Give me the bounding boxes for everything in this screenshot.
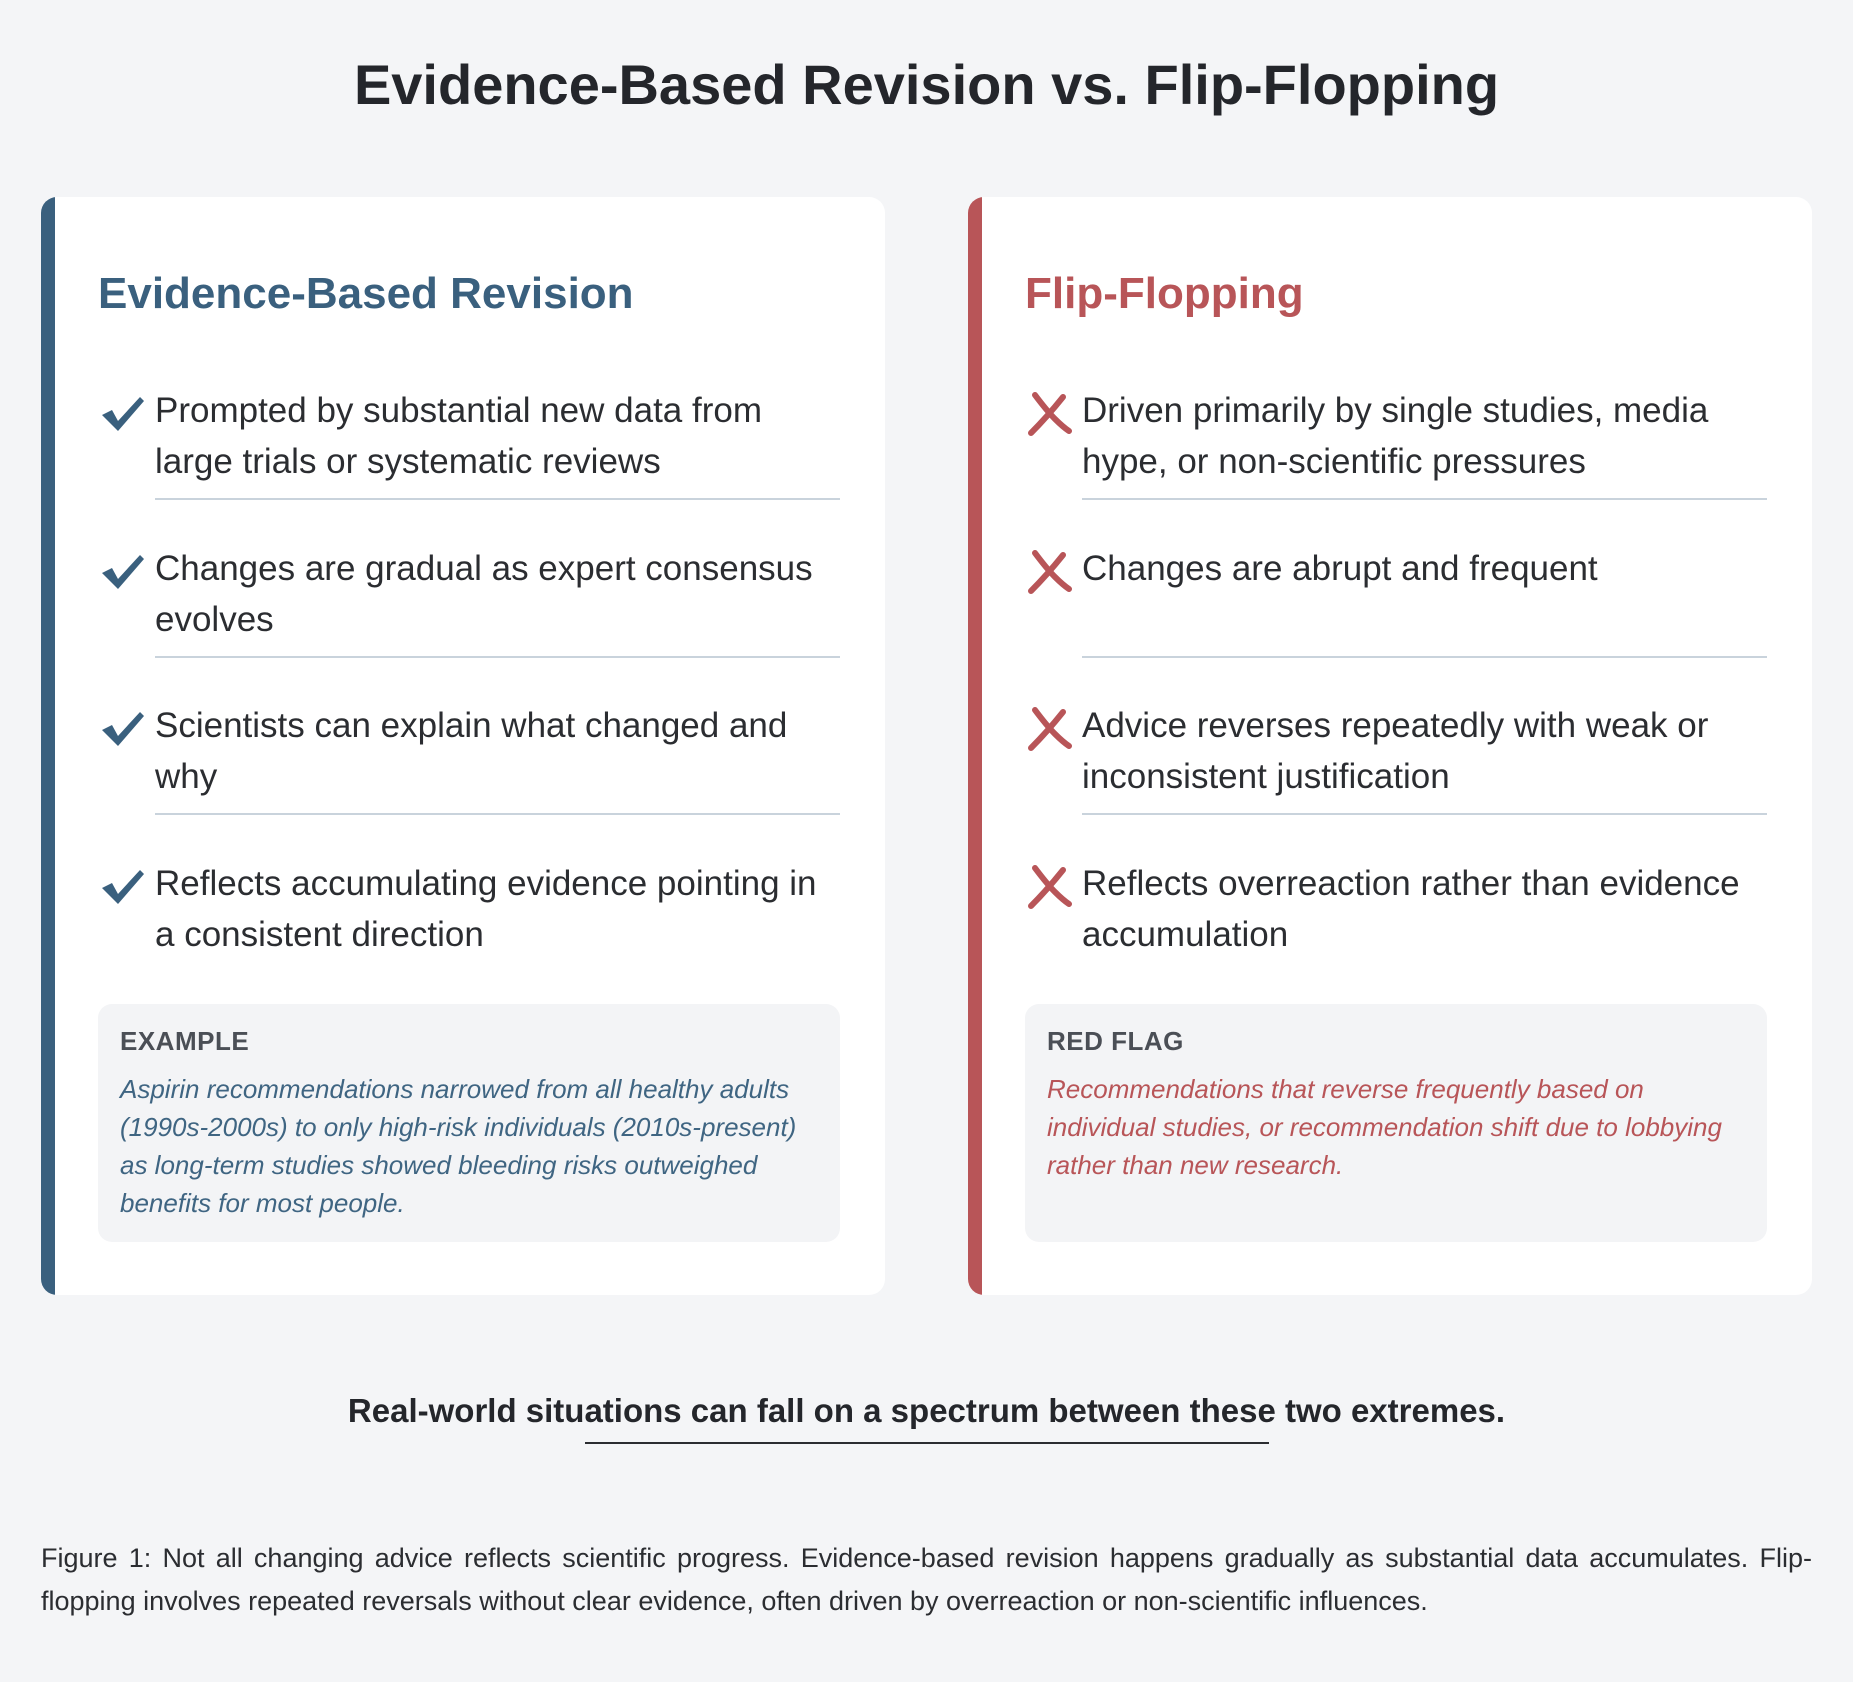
checkmark-icon	[98, 704, 146, 752]
revision-item-text: Scientists can explain what changed and why	[155, 706, 788, 796]
spectrum-statement: Real-world situations can fall on a spectrum between these two extremes.	[347, 1392, 1506, 1429]
cross-icon	[1025, 389, 1073, 437]
flipflop-card	[968, 197, 1812, 1295]
flipflop-item-text: Reflects overreaction rather than evidence accumulation	[1082, 864, 1740, 954]
red-flag-text: Recommendations that reverse frequently based on individual studies, or recommendation shift due to lobbying rather than new research.	[1047, 1074, 1722, 1180]
red-flag-box	[1025, 1004, 1767, 1242]
item-divider	[155, 656, 840, 658]
revision-card-title: Evidence-Based Revision	[98, 269, 634, 318]
revision-item-text: Reflects accumulating evidence pointing in a consistent direction	[155, 864, 817, 954]
item-divider	[1082, 813, 1767, 815]
revision-accent-bar	[41, 197, 55, 1295]
revision-card	[41, 197, 885, 1295]
flipflop-accent-bar	[968, 197, 982, 1295]
example-box	[98, 1004, 840, 1242]
example-label: EXAMPLE	[120, 1026, 250, 1056]
item-divider	[155, 813, 840, 815]
checkmark-icon	[98, 862, 146, 910]
item-divider	[155, 498, 840, 500]
revision-item-text: Changes are gradual as expert consensus evolves	[155, 549, 813, 639]
red-flag-label: RED FLAG	[1047, 1026, 1184, 1056]
checkmark-icon	[98, 547, 146, 595]
item-divider	[1082, 656, 1767, 658]
checkmark-icon	[98, 389, 146, 437]
flipflop-item-text: Driven primarily by single studies, media hype, or non-scientific pressures	[1082, 391, 1709, 481]
figure-caption: Figure 1: Not all changing advice reflects scientific progress. Evidence-based revision happens gradually as substantial data accumulates. Flip-flopping involves repeated reversals without clear evidence, often driven by overreaction or non-scientific influences.	[41, 1543, 1812, 1616]
cross-icon	[1025, 862, 1073, 910]
item-divider	[1082, 498, 1767, 500]
flipflop-item-text: Changes are abrupt and frequent	[1082, 549, 1598, 588]
cross-icon	[1025, 704, 1073, 752]
cross-icon	[1025, 547, 1073, 595]
page-title: Evidence-Based Revision vs. Flip-Flopping	[353, 53, 1500, 116]
revision-item-text: Prompted by substantial new data from large trials or systematic reviews	[155, 391, 762, 481]
example-text: Aspirin recommendations narrowed from all healthy adults (1990s-2000s) to only high-risk individuals (2010s-present) as long-term studies showed bleeding risks outweighed benefits for most people.	[120, 1074, 797, 1218]
spectrum-underline	[585, 1442, 1269, 1444]
flipflop-card-title: Flip-Flopping	[1025, 269, 1304, 318]
flipflop-item-text: Advice reverses repeatedly with weak or inconsistent justification	[1082, 706, 1709, 796]
